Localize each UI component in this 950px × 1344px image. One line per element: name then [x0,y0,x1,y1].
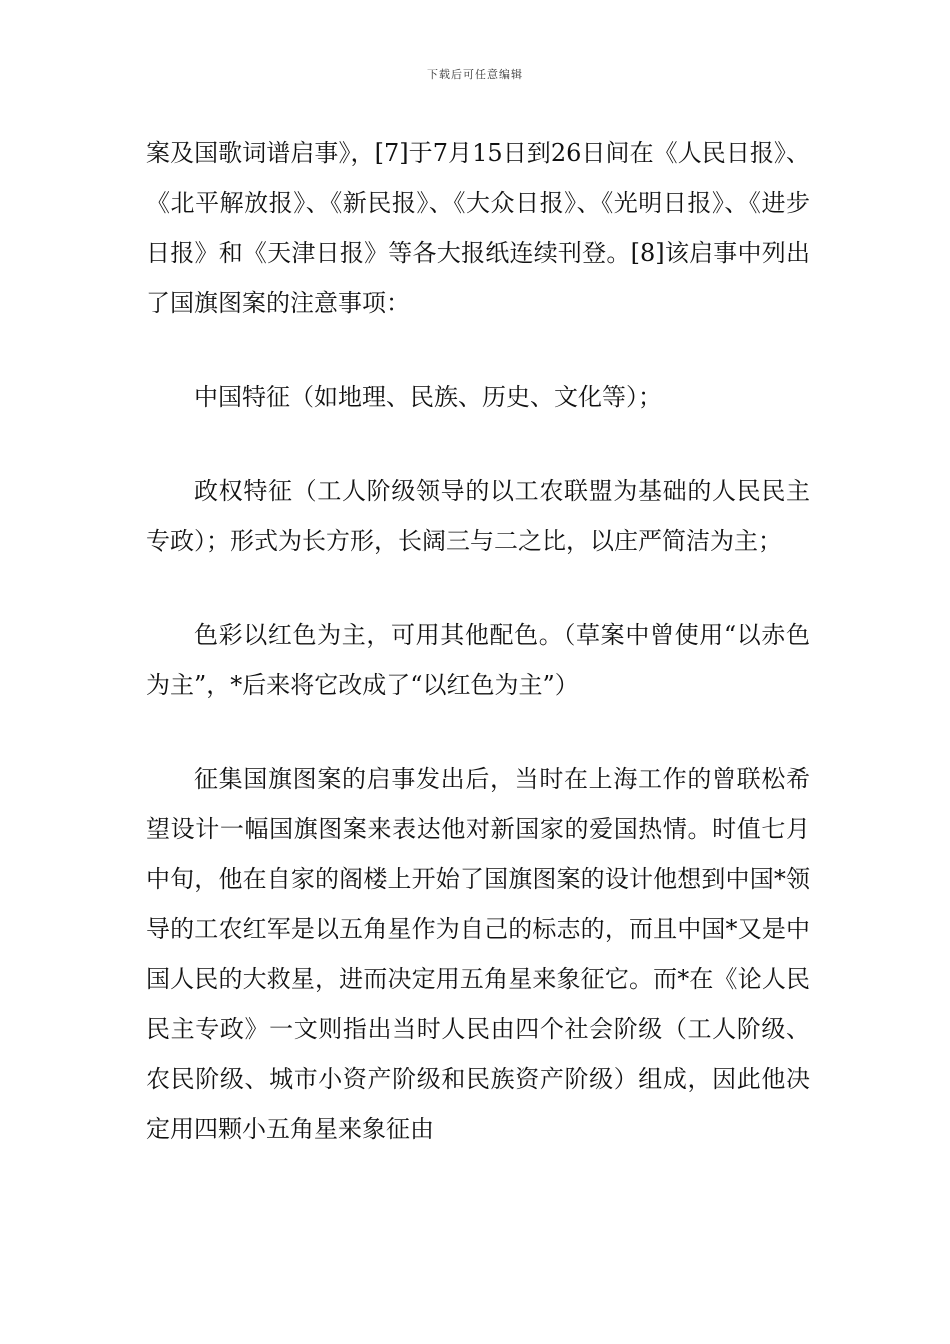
paragraph-gap [146,422,810,466]
paragraph-regime-features: 政权特征（工人阶级领导的以工农联盟为基础的人民民主专政）；形式为长方形，长阔三与二之比，以庄严简洁为主； [146,477,810,555]
paragraph-color: 色彩以红色为主，可用其他配色。（草案中曾使用“以赤色为主”，*后来将它改成了“以红色为主”） [146,621,810,699]
paragraph-continuation: 案及国歌词谱启事》，[7]于7月15日到26日间在《人民日报》、《北平解放报》、《新民报》、《大众日报》、《光明日报》、《进步日报》和《天津日报》等各大报纸连续刊登。[8]该启事中列出了国旗图案的注意事项： [146,139,810,317]
paragraph-gap [146,710,810,754]
page-header: 下载后可任意编辑 [427,68,523,81]
paragraph-gap [146,328,810,372]
paragraph-china-features: 中国特征（如地理、民族、历史、文化等）； [194,383,662,411]
paragraph-design-story: 征集国旗图案的启事发出后，当时在上海工作的曾联松希望设计一幅国旗图案来表达他对新国家的爱国热情。时值七月中旬，他在自家的阁楼上开始了国旗图案的设计他想到中国*领导的工农红军是以五角星作为自己的标志的，而且中国*又是中国人民的大救星，进而决定用五角星来象征它。而*在《论人民民主专政》一文则指出当时人民由四个社会阶级（工人阶级、农民阶级、城市小资产阶级和民族资产阶级）组成，因此他决定用四颗小五角星来象征由 [146,765,810,1143]
paragraph-gap [146,566,810,610]
document-body [146,128,810,1154]
